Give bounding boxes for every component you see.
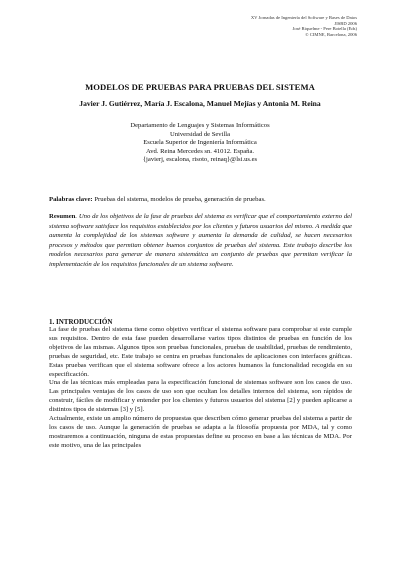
conference-header	[251, 15, 357, 37]
body-paragraph: Una de las técnicas más empleadas para la especificación funcional de sistemas software son los casos de uso. Las principales ventajas de los casos de uso son que ocultan los detalles internos del sistema, son rápidos de construir, fáciles de modificar y entender por los clientes y futuros usuarios del sistema [2] y pueden aplicarse a distintos tipos de sistemas [3] y [5].	[49, 379, 352, 414]
affiliation-email: {javierj, escalona, risoto, reinaq}@lsi.us.es	[142, 156, 258, 163]
abstract-label: Resumen	[49, 213, 76, 220]
keywords	[49, 195, 352, 205]
body-paragraph: La fase de pruebas del sistema tiene como objetivo verificar el sistema software para comprobar si este cumple sus requisitos. Dentro de esta fase pueden desarrollarse varios tipos distintos de pruebas en función de los objetivos de las mismas. Algunos tipos son pruebas funcionales, pruebas de usabilidad, pruebas de rendimiento, pruebas de seguridad, etc. Este trabajo se centra en pruebas funcionales de aplicaciones con interfaces gráficas. Estas pruebas verifican que el sistema software ofrece a los actores humanos la funcionalidad recogida en su especificación.	[49, 326, 352, 378]
abstract	[49, 212, 352, 269]
body-paragraph: Actualmente, existe un amplio número de propuestas que describen cómo generar pruebas del sistema a partir de los casos de uso. Aunque la generación de pruebas se adapta a la filosofía propuesta por MDA, tal y como mostraremos a continuación, ninguna de estas propuestas define su proceso en base a las técnicas de MDA. Por este motivo, una de las principales	[49, 415, 352, 449]
header-line-copyright: © CIMNE, Barcelona, 2006	[305, 31, 357, 37]
author-affiliation	[0, 122, 400, 165]
section-heading-introduction: 1. INTRODUCCIÓN	[49, 318, 113, 326]
affiliation-address: Avd. Reina Mercedes sn. 41012. España.	[145, 147, 255, 155]
keywords-label: Palabras clave:	[49, 196, 93, 203]
header-line-conference: XV Jornadas de Ingeniería del Software y Bases de Datos	[250, 15, 357, 20]
abstract-text: . Uno de los objetivos de la fase de pruebas del sistema es verificar que el comportamiento externo del sistema software satisface los requisitos establecidos por los clientes y futuros usuarios del mismo. A medida que aumenta la complejidad de los sistemas software y aumenta la demanda de calidad, se hacen necesarios procesos y métodos que permitan obtener buenos conjuntos de pruebas del sistema. Este trabajo describe los modelos necesarios para generar de manera sistemática un conjunto de pruebas que permitan verificar la implementación de los requisitos funcionales de un sistema software.	[49, 213, 352, 268]
header-line-acronym: JISBD 2006	[334, 20, 357, 26]
paper-authors: Javier J. Gutiérrez, María J. Escalona, Manuel Mejías y Antonia M. Reina	[79, 99, 321, 108]
header-line-editors: José Riquelme - Pere Botella (Eds)	[292, 26, 357, 32]
section-body-introduction	[49, 326, 352, 451]
affiliation-university: Universidad de Sevilla	[169, 130, 231, 138]
affiliation-school: Escuela Superior de Ingeniería Informática	[143, 139, 257, 146]
paper-title: MODELOS DE PRUEBAS PARA PRUEBAS DEL SISTEMA	[85, 82, 315, 92]
affiliation-department: Departamento de Lenguajes y Sistemas Informáticos	[130, 122, 270, 129]
keywords-text: Pruebas del sistema, modelos de prueba, generación de pruebas.	[92, 196, 266, 203]
